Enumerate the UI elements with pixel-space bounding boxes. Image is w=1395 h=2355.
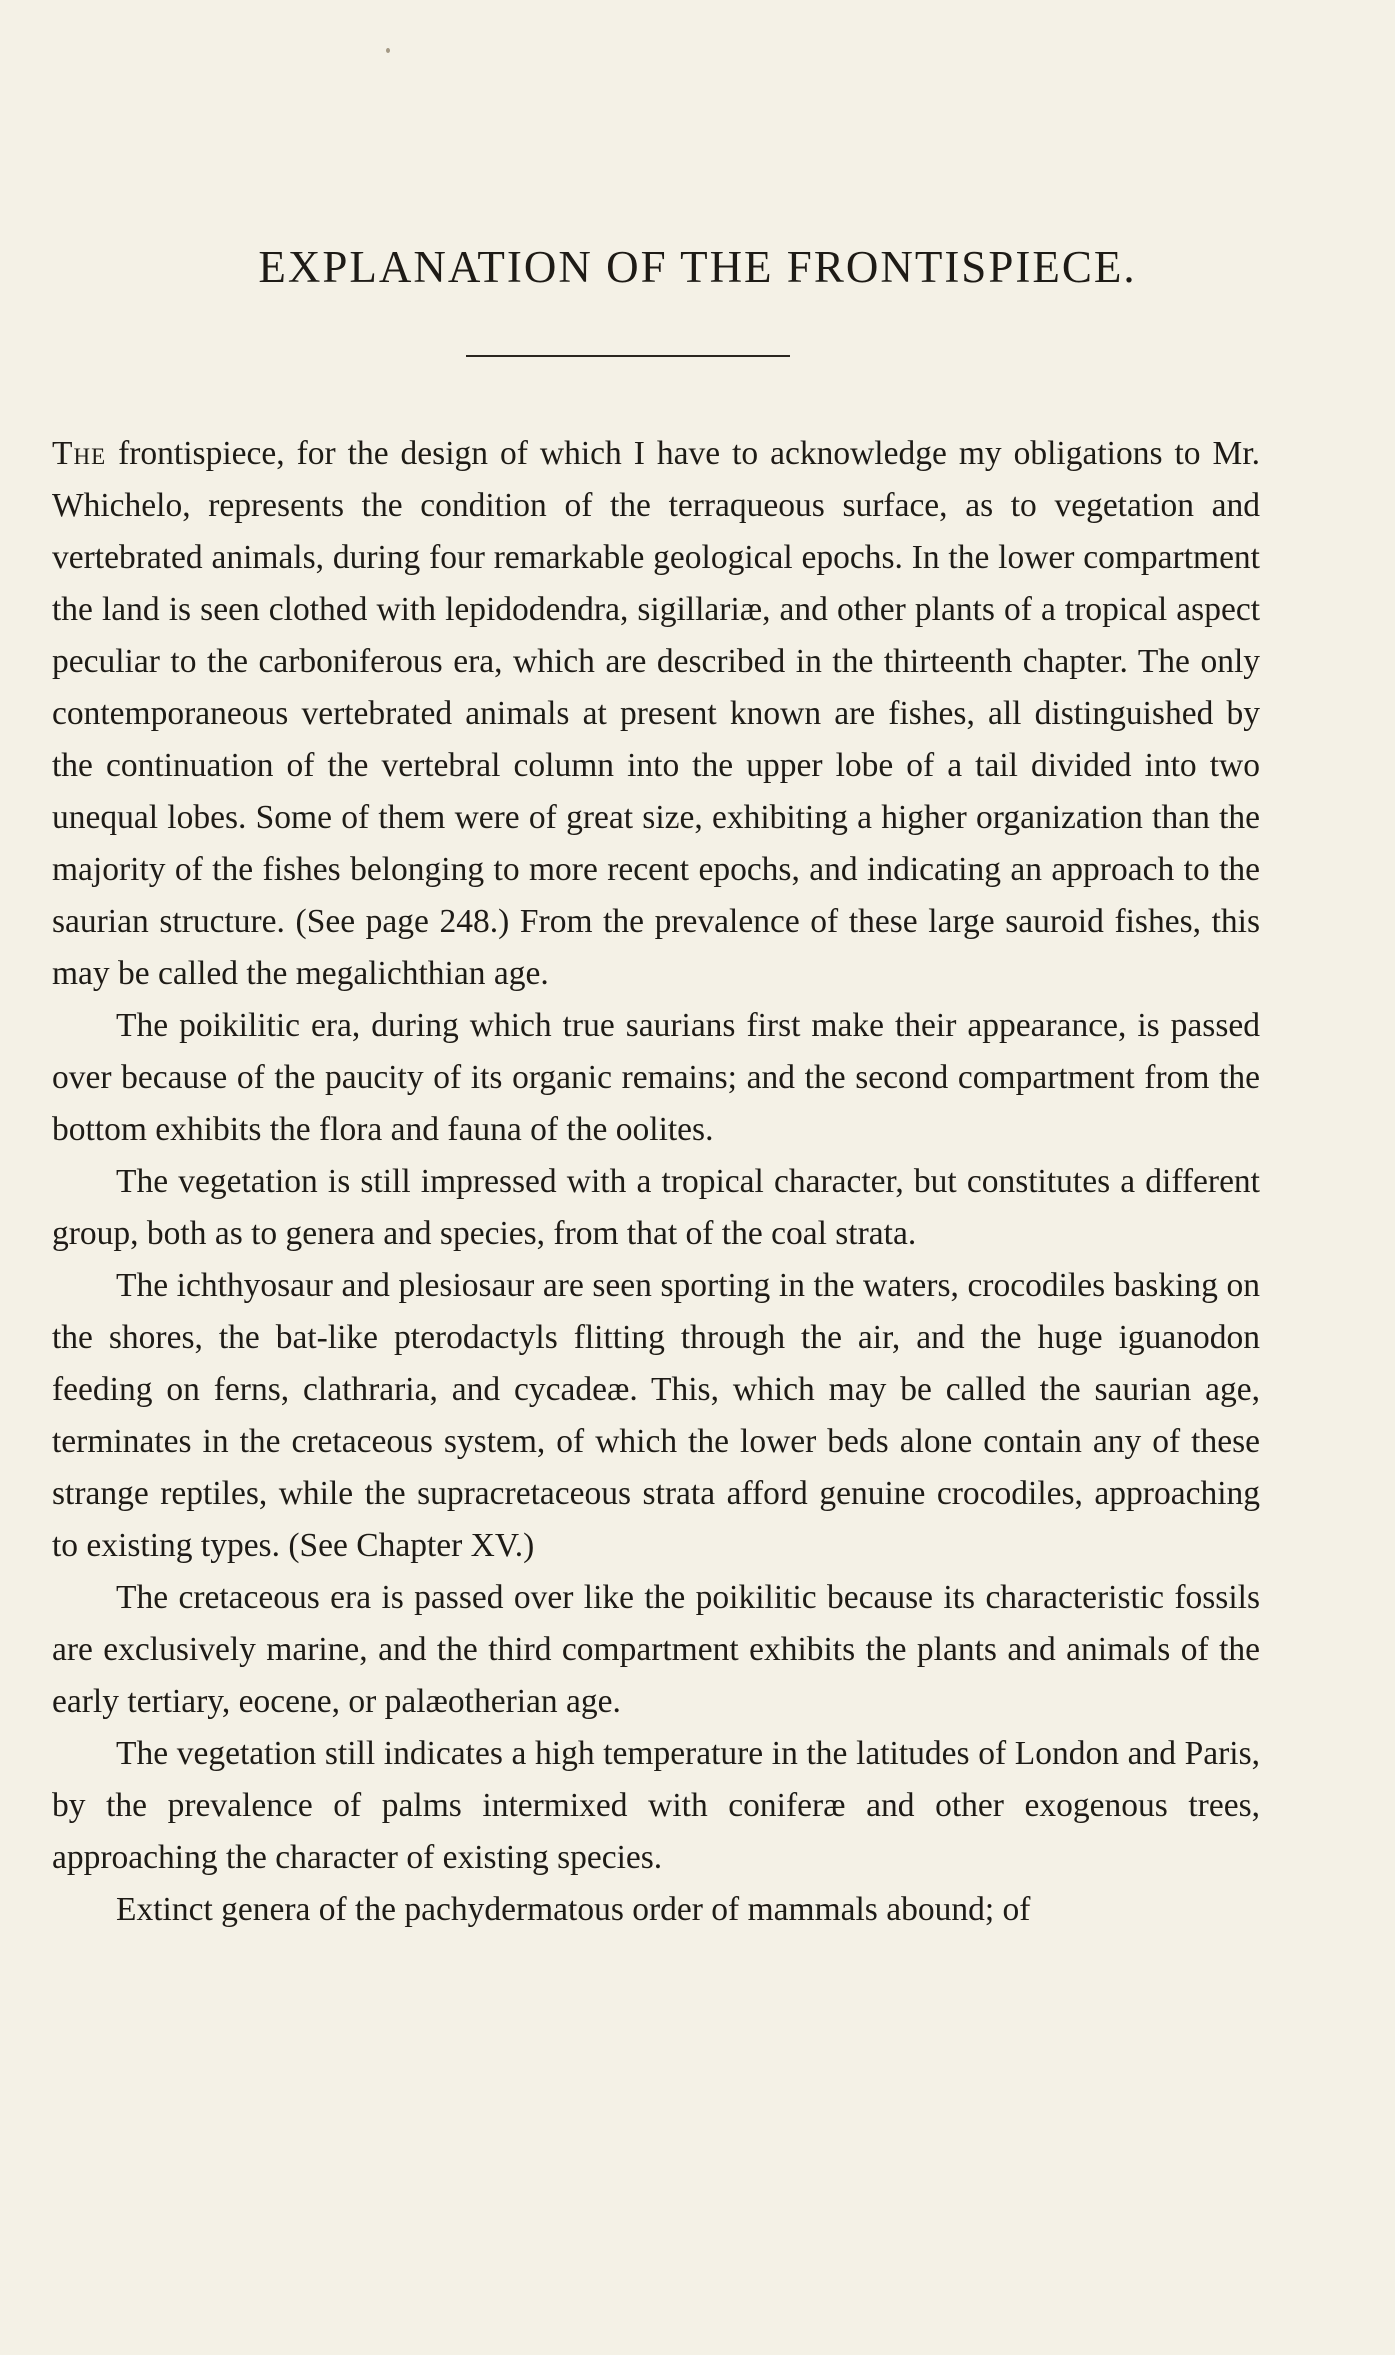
title-divider — [466, 355, 790, 357]
paragraph-6: The vegetation still indicates a high temperature in the latitudes of London and Paris, by the prevalence of palms intermixed with coniferæ and other exogenous trees, approaching the character of existing species. — [52, 1735, 1260, 1876]
paragraph-1 — [52, 428, 1260, 1000]
paragraph-4: The ichthyosaur and plesiosaur are seen sporting in the waters, crocodiles basking on the shores, the bat-like pterodactyls flitting through the air, and the huge iguanodon feeding on ferns, clathraria, and cycadeæ. This, which may be called the saurian age, terminates in the cretaceous system, of which the lower beds alone contain any of these strange reptiles, while the supracretaceous strata afford genuine crocodiles, approaching to existing types. (See Chapter XV.) — [52, 1267, 1260, 1564]
paragraph-5: The cretaceous era is passed over like the poikilitic because its characteristic fossils are exclusively marine, and the third compartment exhibits the plants and animals of the early tertiary, eocene, or palæotherian age. — [52, 1579, 1260, 1720]
ink-speck — [386, 48, 390, 53]
paragraph-1-lead: The — [52, 435, 107, 472]
paragraph-3: The vegetation is still impressed with a tropical character, but constitutes a different group, both as to genera and species, from that of the coal strata. — [52, 1163, 1260, 1252]
paragraph-1-text: frontispiece, for the design of which I have to acknowledge my obligations to Mr. Whichelo, represents the condition of the terraqueous surface, as to vegetation and vertebrated animals, during four remarkable geological epochs. In the lower compartment the land is seen clothed with lepidodendra, sigillariæ, and other plants of a tropical aspect peculiar to the carboniferous era, which are described in the thirteenth chapter. The only contemporaneous vertebrated animals at present known are fishes, all distinguished by the continuation of the vertebral column into the upper lobe of a tail divided into two unequal lobes. Some of them were of great size, exhibiting a higher organization than the majority of the fishes belonging to more recent epochs, and indicating an approach to the saurian structure. (See page 248.) From the prevalence of these large sauroid fishes, this may be called the megalichthian age. — [52, 435, 1260, 992]
body-text — [52, 428, 1260, 1936]
paragraph-2: The poikilitic era, during which true saurians first make their appearance, is passed over because of the paucity of its organic remains; and the second compartment from the bottom exhibits the flora and fauna of the oolites. — [52, 1007, 1260, 1148]
paragraph-7: Extinct genera of the pachydermatous order of mammals abound; of — [116, 1891, 1031, 1928]
page-title: EXPLANATION OF THE FRONTISPIECE. — [258, 242, 1137, 292]
